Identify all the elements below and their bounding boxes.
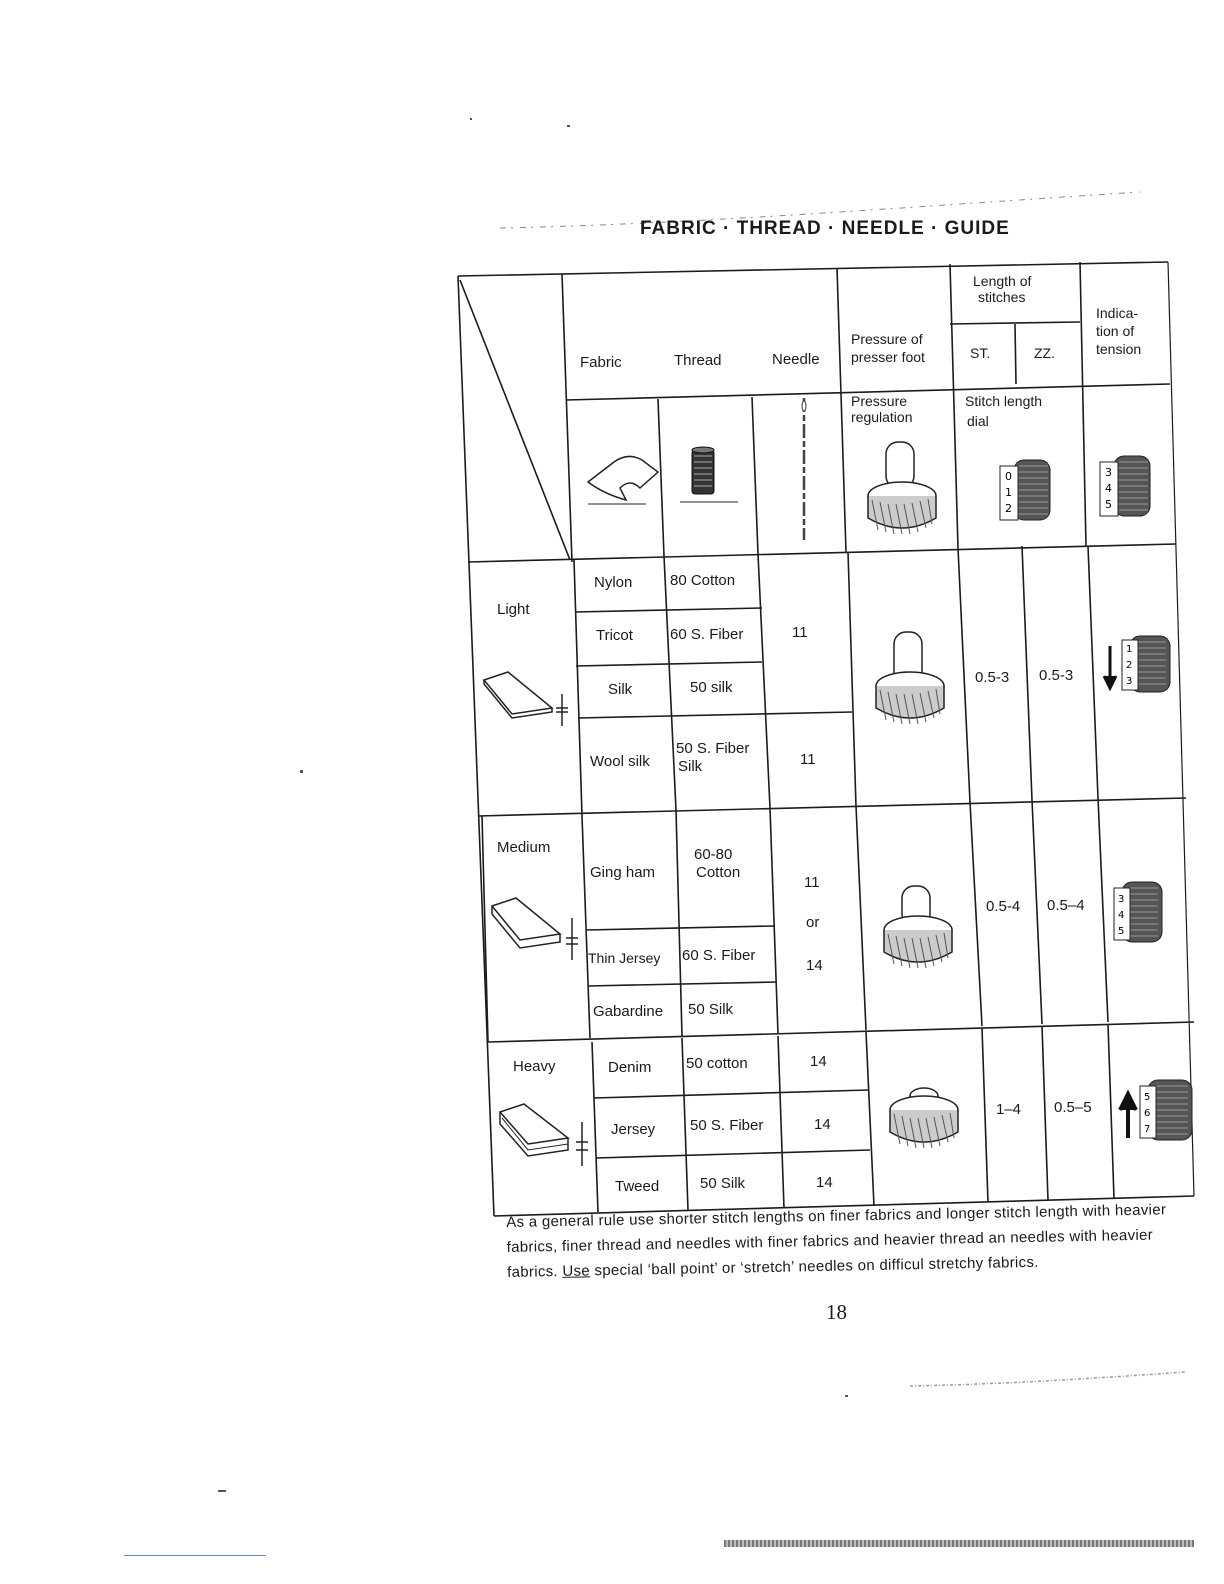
scan-speck: [845, 1395, 848, 1397]
group-weight-medium: Medium: [497, 839, 551, 856]
header-pressure-reg-line1: Pressure: [851, 393, 908, 409]
scan-noise-line: [910, 1370, 1190, 1390]
pressure-knob-heavy-icon: [886, 1082, 966, 1156]
header-pressure-line2: presser foot: [851, 349, 925, 365]
header-stitch-dial-line1: Stitch length: [965, 393, 1043, 409]
medium-zz: 0.5–4: [1047, 897, 1085, 914]
group-weight-heavy: Heavy: [513, 1058, 556, 1075]
light-row-thread-line2: Silk: [678, 758, 703, 775]
tension-dial-mark: 3: [1118, 894, 1125, 905]
header-tension-line1: Indica-: [1096, 305, 1139, 321]
light-row-thread-line1: 50 S. Fiber: [676, 740, 750, 757]
tension-dial-mark: 3: [1126, 676, 1133, 687]
tension-dial-icon: [1098, 454, 1158, 522]
tension-dial-mark: 5: [1144, 1092, 1151, 1103]
header-thread: Thread: [674, 352, 722, 369]
light-fabric-icon: [478, 664, 572, 728]
heavy-row-thread: 50 S. Fiber: [690, 1117, 764, 1134]
light-row-thread: 60 S. Fiber: [670, 626, 744, 643]
tension-dial-mark: 5: [1118, 926, 1125, 937]
stitch-length-dial-icon: [998, 458, 1058, 526]
caption-text-part1: As a general rule use shorter stitch lengths on finer fabrics and longer stitch length with heavier fabrics, finer thread and needles with finer fabrics and heavier thread an: [506, 1201, 1167, 1256]
light-tension-dial-icon: [1100, 634, 1180, 696]
medium-needle: 14: [806, 957, 823, 974]
scan-edge-bar: [724, 1540, 1194, 1547]
light-row-fabric: Nylon: [594, 574, 633, 591]
header-pressure-line1: Pressure of: [851, 331, 923, 347]
tension-dial-mark: 4: [1118, 910, 1125, 921]
header-st: ST.: [970, 345, 991, 361]
heavy-row-thread: 50 cotton: [686, 1055, 748, 1072]
stitch-dial-mark: 0: [1005, 470, 1012, 483]
scan-speck: [218, 1490, 226, 1492]
light-row-fabric: Silk: [608, 681, 633, 698]
tension-dial-mark: 3: [1105, 466, 1112, 479]
heavy-row-needle: 14: [816, 1174, 833, 1191]
medium-st: 0.5-4: [986, 898, 1021, 915]
medium-tension-dial-icon: [1108, 880, 1168, 944]
pressure-knob-light-icon: [872, 630, 952, 726]
header-needle: Needle: [772, 351, 820, 368]
medium-row-thread-line1: 60-80: [694, 846, 733, 863]
tension-dial-mark: 2: [1126, 660, 1133, 671]
tension-dial-mark: 6: [1144, 1108, 1151, 1119]
heavy-st: 1–4: [996, 1101, 1022, 1118]
light-needle: 11: [792, 624, 808, 641]
arrow-down-icon: [1104, 646, 1116, 688]
medium-row-thread-line2: Cotton: [696, 864, 741, 881]
light-needle: 11: [800, 751, 816, 768]
arrow-up-icon: [1120, 1094, 1136, 1138]
light-zz: 0.5-3: [1039, 667, 1074, 684]
heavy-row-fabric: Jersey: [611, 1121, 656, 1138]
header-length-line2: stitches: [978, 289, 1026, 305]
page-number: 18: [826, 1300, 847, 1324]
medium-fabric-icon: [486, 892, 586, 962]
caption-text-part2: needles with heavier fabrics.: [507, 1226, 1154, 1281]
stitch-dial-mark: 2: [1005, 502, 1012, 515]
heavy-row-needle: 14: [810, 1053, 827, 1070]
pressure-regulator-knob-icon: [864, 440, 944, 536]
fabric-swatch-icon: [584, 448, 664, 508]
heavy-zz: 0.5–5: [1054, 1099, 1092, 1116]
light-row-thread: 80 Cotton: [670, 572, 736, 589]
medium-needle: or: [806, 914, 820, 931]
medium-row-fabric: Thin Jersey: [588, 950, 661, 966]
thread-spool-icon: [678, 444, 742, 506]
heavy-row-thread: 50 Silk: [700, 1175, 746, 1192]
medium-row-fabric: Ging ham: [590, 864, 656, 881]
medium-needle: 11: [804, 874, 820, 891]
tension-dial-mark: 1: [1126, 644, 1133, 655]
caption-use-word: Use: [562, 1262, 591, 1280]
medium-row-thread: 50 Silk: [688, 1001, 734, 1018]
light-row-fabric: Tricot: [596, 627, 633, 644]
caption-text-part3: special ‘ball point’ or ‘stretch’ needles on difficul stretchy fabrics.: [589, 1253, 1039, 1280]
header-stitch-dial-line2: dial: [967, 413, 989, 429]
heavy-tension-dial-icon: [1116, 1078, 1194, 1144]
group-weight-light: Light: [497, 601, 530, 618]
header-pressure-reg-line2: regulation: [851, 409, 913, 425]
heavy-row-needle: 14: [814, 1116, 831, 1133]
heavy-row-fabric: Denim: [608, 1059, 652, 1076]
sewing-needle-icon: [794, 396, 814, 544]
tension-dial-mark: 5: [1105, 498, 1112, 511]
tension-dial-mark: 7: [1144, 1124, 1151, 1135]
header-tension-line2: tion of: [1096, 323, 1135, 339]
stitch-dial-mark: 1: [1005, 486, 1012, 499]
page-title: FABRIC · THREAD · NEEDLE · GUIDE: [640, 218, 1010, 239]
medium-row-thread: 60 S. Fiber: [682, 947, 756, 964]
header-fabric: Fabric: [580, 354, 622, 371]
light-row-fabric: Wool silk: [590, 753, 650, 770]
pressure-knob-medium-icon: [880, 884, 960, 974]
header-zz: ZZ.: [1034, 345, 1055, 361]
light-row-thread: 50 silk: [690, 679, 733, 696]
medium-row-fabric: Gabardine: [593, 1003, 664, 1020]
tension-dial-mark: 4: [1105, 482, 1112, 495]
header-tension-line3: tension: [1096, 341, 1142, 357]
general-rule-caption: [506, 1197, 1202, 1285]
header-length-line1: Length of: [973, 273, 1032, 289]
heavy-fabric-icon: [494, 1098, 594, 1170]
light-st: 0.5-3: [975, 669, 1010, 686]
scan-edge-line: [124, 1555, 266, 1556]
heavy-row-fabric: Tweed: [615, 1178, 660, 1195]
